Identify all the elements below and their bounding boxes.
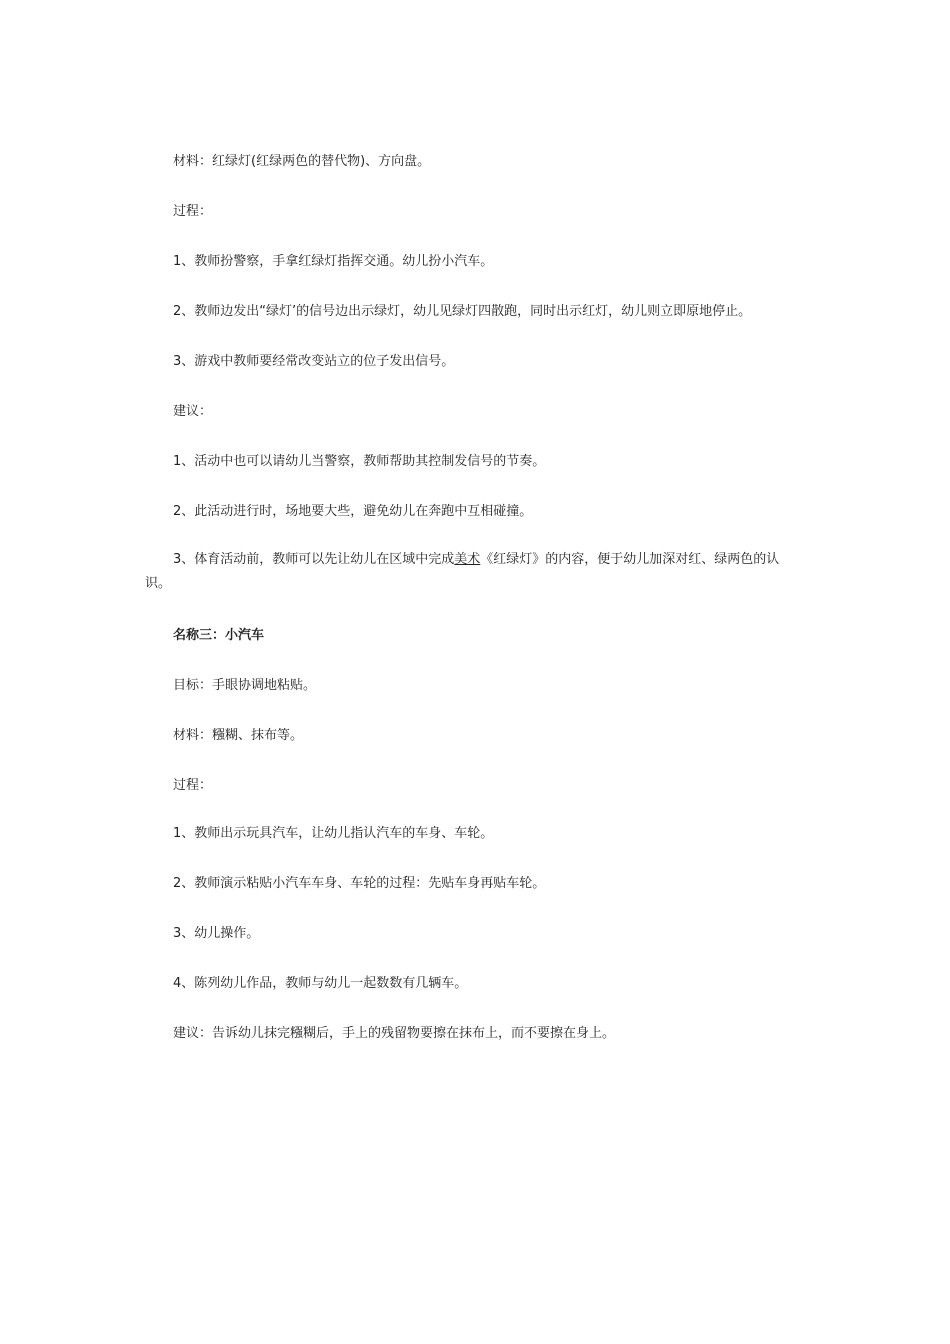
section-title: 名称三：小汽车 — [173, 628, 265, 643]
process-step-2-1: 1、教师出示玩具汽车，让幼儿指认汽车的车身、车轮。 — [173, 826, 494, 841]
materials-line-2: 材料：糨糊、抹布等。 — [173, 728, 304, 743]
process-step-2-2: 2、教师演示粘贴小汽车车身、车轮的过程：先贴车身再贴车轮。 — [173, 876, 546, 891]
suggestion-3-continuation: 识。 — [145, 576, 172, 591]
process-label-2: 过程： — [173, 778, 213, 793]
goal-line: 目标：手眼协调地粘贴。 — [173, 678, 317, 693]
process-label: 过程： — [173, 204, 213, 219]
suggestion-3-suffix: 《红绿灯》的内容，便于幼儿加深对红、绿两色的认 — [480, 552, 780, 567]
suggestion-1: 1、活动中也可以请幼儿当警察，教师帮助其控制发信号的节奏。 — [173, 454, 546, 469]
process-step-2-3: 3、幼儿操作。 — [173, 926, 260, 941]
suggestion-line-2: 建议：告诉幼儿抹完糨糊后，手上的残留物要擦在抹布上，而不要擦在身上。 — [173, 1026, 616, 1041]
process-step-1: 1、教师扮警察，手拿红绿灯指挥交通。幼儿扮小汽车。 — [173, 254, 494, 269]
suggestion-3 — [173, 550, 779, 570]
art-link[interactable]: 美术 — [454, 552, 481, 567]
process-step-3: 3、游戏中教师要经常改变站立的位子发出信号。 — [173, 354, 455, 369]
process-step-2-4: 4、陈列幼儿作品，教师与幼儿一起数数有几辆车。 — [173, 976, 468, 991]
suggestion-3-prefix: 3、体育活动前，教师可以先让幼儿在区域中完成 — [173, 552, 455, 567]
suggest-label: 建议： — [173, 404, 213, 419]
process-step-2: 2、教师边发出“绿灯’的信号边出示绿灯，幼儿见绿灯四散跑，同时出示红灯，幼儿则立即原地停止。 — [173, 304, 752, 319]
materials-line: 材料：红绿灯(红绿两色的替代物)、方向盘。 — [173, 154, 431, 169]
suggestion-2: 2、此活动进行时，场地要大些，避免幼儿在奔跑中互相碰撞。 — [173, 504, 533, 519]
